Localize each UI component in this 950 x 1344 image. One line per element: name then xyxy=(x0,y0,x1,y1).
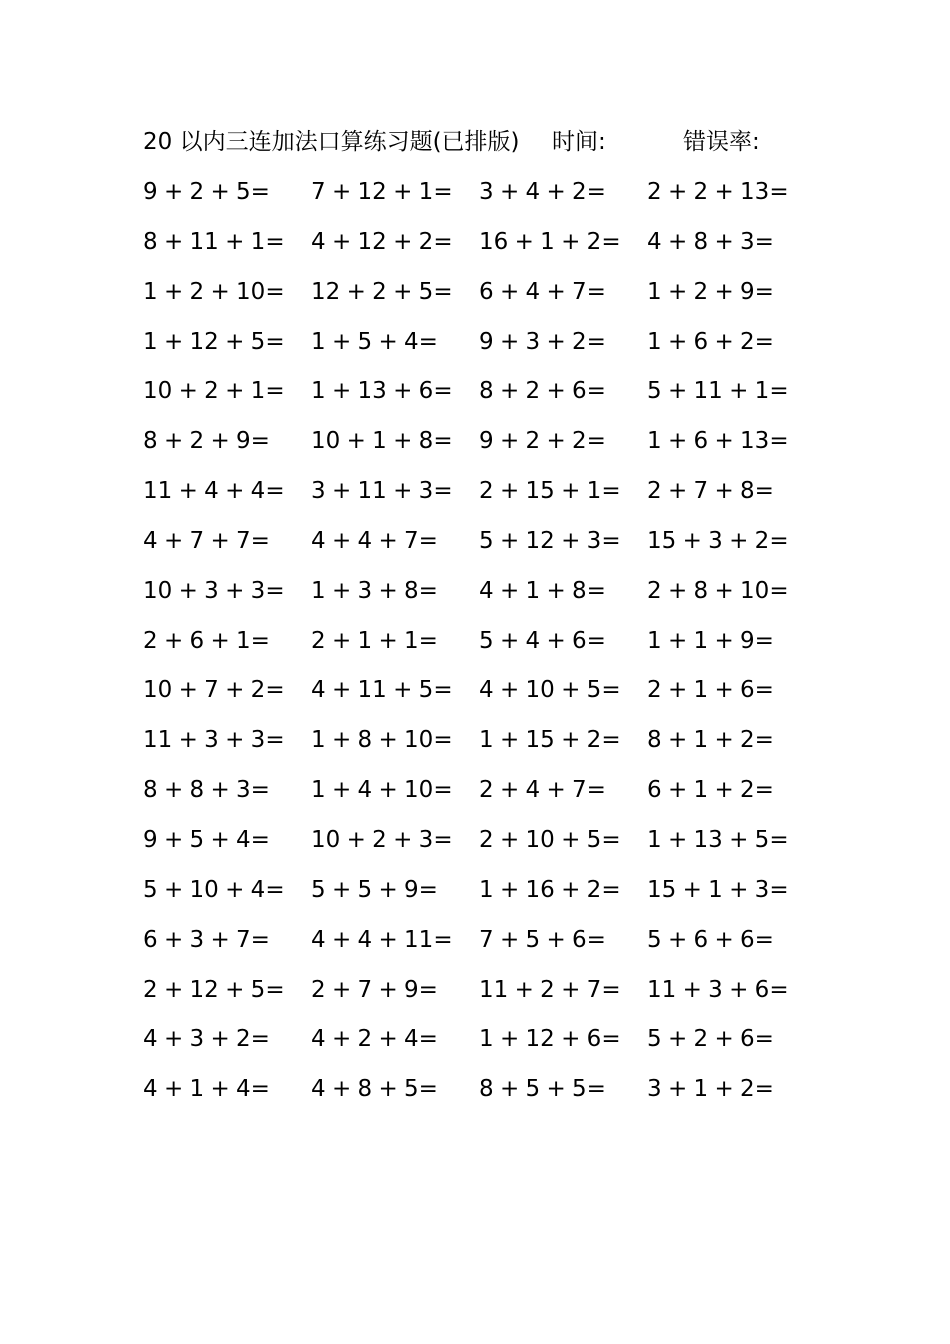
problem-row xyxy=(143,322,783,372)
problem-row xyxy=(143,1019,783,1069)
math-problem: 5 + 5 + 9= xyxy=(311,876,438,903)
math-problem: 15 + 1 + 3= xyxy=(647,876,789,903)
math-problem: 11 + 3 + 6= xyxy=(647,976,789,1003)
math-problem: 8 + 8 + 3= xyxy=(143,777,270,804)
math-problem: 11 + 3 + 3= xyxy=(143,727,285,754)
math-problem: 1 + 2 + 9= xyxy=(647,278,774,305)
math-problem: 8 + 5 + 5= xyxy=(479,1076,606,1103)
math-problem: 10 + 7 + 2= xyxy=(143,677,285,704)
math-problem: 8 + 11 + 1= xyxy=(143,228,285,255)
math-problem: 15 + 3 + 2= xyxy=(647,527,789,554)
math-problem: 1 + 4 + 10= xyxy=(311,777,453,804)
math-problem: 11 + 4 + 4= xyxy=(143,478,285,505)
problem-row xyxy=(143,870,789,920)
math-problem: 12 + 2 + 5= xyxy=(311,278,453,305)
math-problem: 6 + 3 + 7= xyxy=(143,926,270,953)
math-problem: 8 + 2 + 6= xyxy=(479,378,606,405)
math-problem: 2 + 2 + 13= xyxy=(647,179,789,205)
math-problem: 2 + 7 + 9= xyxy=(311,976,438,1003)
math-problem: 4 + 8 + 3= xyxy=(647,228,774,255)
math-problem: 9 + 2 + 5= xyxy=(143,179,270,205)
problem-row xyxy=(143,172,789,222)
math-problem: 9 + 2 + 2= xyxy=(479,428,606,455)
math-problem: 10 + 3 + 3= xyxy=(143,577,285,604)
problem-row xyxy=(143,421,789,471)
math-problem: 1 + 1 + 9= xyxy=(647,627,774,654)
math-problem: 1 + 6 + 2= xyxy=(647,328,774,355)
math-problem: 4 + 3 + 2= xyxy=(143,1026,270,1053)
math-problem: 1 + 8 + 10= xyxy=(311,727,453,754)
time-label: 时间: xyxy=(552,129,606,155)
math-problem: 1 + 13 + 5= xyxy=(647,826,789,853)
problem-row xyxy=(143,820,789,870)
math-problem: 4 + 4 + 11= xyxy=(311,926,453,953)
math-problem: 4 + 1 + 4= xyxy=(143,1076,270,1103)
math-problem: 9 + 5 + 4= xyxy=(143,826,270,853)
math-problem: 1 + 5 + 4= xyxy=(311,328,438,355)
problem-row xyxy=(143,720,783,770)
math-problem: 4 + 2 + 4= xyxy=(311,1026,438,1053)
math-problem: 2 + 8 + 10= xyxy=(647,577,789,604)
math-problem: 5 + 6 + 6= xyxy=(647,926,774,953)
math-problem: 4 + 8 + 5= xyxy=(311,1076,438,1103)
math-problem: 10 + 2 + 1= xyxy=(143,378,285,405)
error-rate-label: 错误率: xyxy=(683,129,760,155)
math-problem: 10 + 2 + 3= xyxy=(311,826,453,853)
math-problem: 5 + 4 + 6= xyxy=(479,627,606,654)
problem-row xyxy=(143,1069,783,1119)
math-problem: 3 + 1 + 2= xyxy=(647,1076,774,1103)
problem-row xyxy=(143,920,783,970)
math-problem: 5 + 2 + 6= xyxy=(647,1026,774,1053)
math-problem: 2 + 1 + 1= xyxy=(311,627,438,654)
math-problem: 4 + 1 + 8= xyxy=(479,577,606,604)
math-problem: 3 + 11 + 3= xyxy=(311,478,453,505)
problem-row xyxy=(143,970,789,1020)
problem-row xyxy=(143,621,783,671)
problem-row xyxy=(143,371,789,421)
math-problem: 1 + 6 + 13= xyxy=(647,428,789,455)
math-problem: 6 + 4 + 7= xyxy=(479,278,606,305)
math-problem: 9 + 3 + 2= xyxy=(479,328,606,355)
math-problem: 2 + 4 + 7= xyxy=(479,777,606,804)
math-problem: 4 + 7 + 7= xyxy=(143,527,270,554)
problem-row xyxy=(143,670,783,720)
math-problem: 2 + 1 + 6= xyxy=(647,677,774,704)
math-problem: 2 + 7 + 8= xyxy=(647,478,774,505)
math-problem: 2 + 15 + 1= xyxy=(479,478,621,505)
problem-row xyxy=(143,272,783,322)
math-problem: 1 + 16 + 2= xyxy=(479,876,621,903)
math-problem: 8 + 2 + 9= xyxy=(143,428,270,455)
math-problem: 4 + 11 + 5= xyxy=(311,677,453,704)
math-problem: 16 + 1 + 2= xyxy=(479,228,621,255)
math-problem: 1 + 15 + 2= xyxy=(479,727,621,754)
math-problem: 1 + 12 + 5= xyxy=(143,328,285,355)
math-problem: 4 + 12 + 2= xyxy=(311,228,453,255)
math-problem: 5 + 10 + 4= xyxy=(143,876,285,903)
math-problem: 5 + 11 + 1= xyxy=(647,378,789,405)
problem-row xyxy=(143,471,783,521)
math-problem: 11 + 2 + 7= xyxy=(479,976,621,1003)
worksheet-title: 20 以内三连加法口算练习题(已排版) xyxy=(143,129,520,155)
math-problem: 6 + 1 + 2= xyxy=(647,777,774,804)
math-problem: 10 + 1 + 8= xyxy=(311,428,453,455)
math-problem: 2 + 12 + 5= xyxy=(143,976,285,1003)
math-problem: 1 + 2 + 10= xyxy=(143,278,285,305)
math-problem: 5 + 12 + 3= xyxy=(479,527,621,554)
math-problem: 1 + 13 + 6= xyxy=(311,378,453,405)
problem-row xyxy=(143,770,783,820)
math-problem: 1 + 3 + 8= xyxy=(311,577,438,604)
math-problem: 4 + 10 + 5= xyxy=(479,677,621,704)
math-problem: 2 + 10 + 5= xyxy=(479,826,621,853)
math-problem: 8 + 1 + 2= xyxy=(647,727,774,754)
math-problem: 1 + 12 + 6= xyxy=(479,1026,621,1053)
math-problem: 7 + 12 + 1= xyxy=(311,179,453,205)
problem-grid xyxy=(143,172,789,1119)
worksheet-header xyxy=(143,124,783,160)
math-problem: 3 + 4 + 2= xyxy=(479,179,606,205)
problem-row xyxy=(143,222,783,272)
problem-row xyxy=(143,521,789,571)
math-problem: 2 + 6 + 1= xyxy=(143,627,270,654)
math-problem: 7 + 5 + 6= xyxy=(479,926,606,953)
problem-row xyxy=(143,571,789,621)
math-problem: 4 + 4 + 7= xyxy=(311,527,438,554)
